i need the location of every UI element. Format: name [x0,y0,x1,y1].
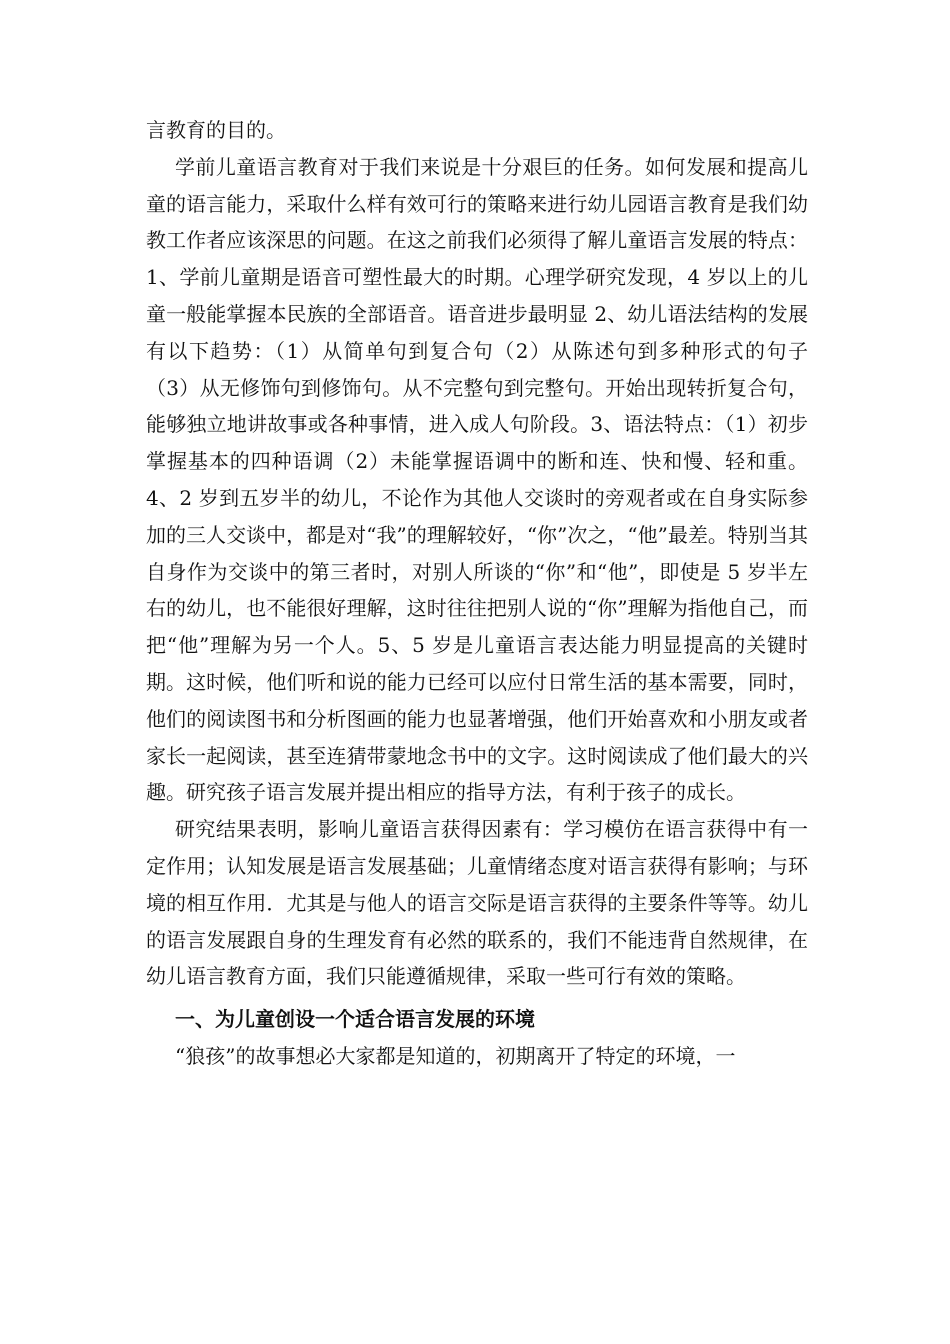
section-heading: 一、为儿童创设一个适合语言发展的环境 [175,1007,535,1032]
paragraph-continuation: 言教育的目的。 [146,118,286,142]
paragraph-language-development: 学前儿童语言教育对于我们来说是十分艰巨的任务。如何发展和提高儿童的语言能力，采取什么样有效可行的策略来进行幼儿园语言教育是我们幼教工作者应该深思的问题。在这之前我们必须得了解儿童语言发展的特点：1、学前儿童期是语音可塑性最大的时期。心理学研究发现，4 岁以上的儿童一般能掌握本民族的全部语音。语音进步最明显 2、幼儿语法结构的发展有以下趋势：（1）从简单句到复合句（2）从陈述句到多种形式的句子 （3）从无修饰句到修饰句。从不完整句到完整句。开始出现转折复合句，能够独立地讲故事或各种事情，进入成人句阶段。3、语法特点：（1）初步掌握基本的四种语调（2）未能掌握语调中的断和连、快和慢、轻和重。4、2 岁到五岁半的幼儿，不论作为其他人交谈时的旁观者或在自身实际参加的三人交谈中，都是对“我”的理解较好，“你”次之，“他”最差。特别当其自身作为交谈中的第三者时，对别人所谈的“你”和“他”，即使是 5 岁半左右的幼儿，也不能很好理解，这时往往把别人说的“你”理解为指他自己，而把“他”理解为另一个人。5、5 岁是儿童语言表达能力明显提高的关键时期。这时候，他们听和说的能力已经可以应付日常生活的基本需要，同时，他们的阅读图书和分析图画的能力也显著增强，他们开始喜欢和小朋友或者家长一起阅读，甚至连猜带蒙地念书中的文字。这时阅读成了他们最大的兴趣。研究孩子语言发展并提出相应的指导方法，有利于孩子的成长。 [146,154,808,805]
document-page [146,112,808,1075]
paragraph-wolf-child: “狼孩”的故事想必大家都是知道的，初期离开了特定的环境，一 [175,1043,736,1068]
paragraph-research-results: 研究结果表明，影响儿童语言获得因素有：学习模仿在语言获得中有一定作用；认知发展是语言发展基础；儿童情绪态度对语言获得有影响；与环境的相互作用．尤其是与他人的语言交际是语言获得的主要条件等等。幼儿的语言发展跟自身的生理发育有必然的联系的，我们不能违背自然规律，在幼儿语言教育方面，我们只能遵循规律，采取一些可行有效的策略。 [146,817,808,989]
